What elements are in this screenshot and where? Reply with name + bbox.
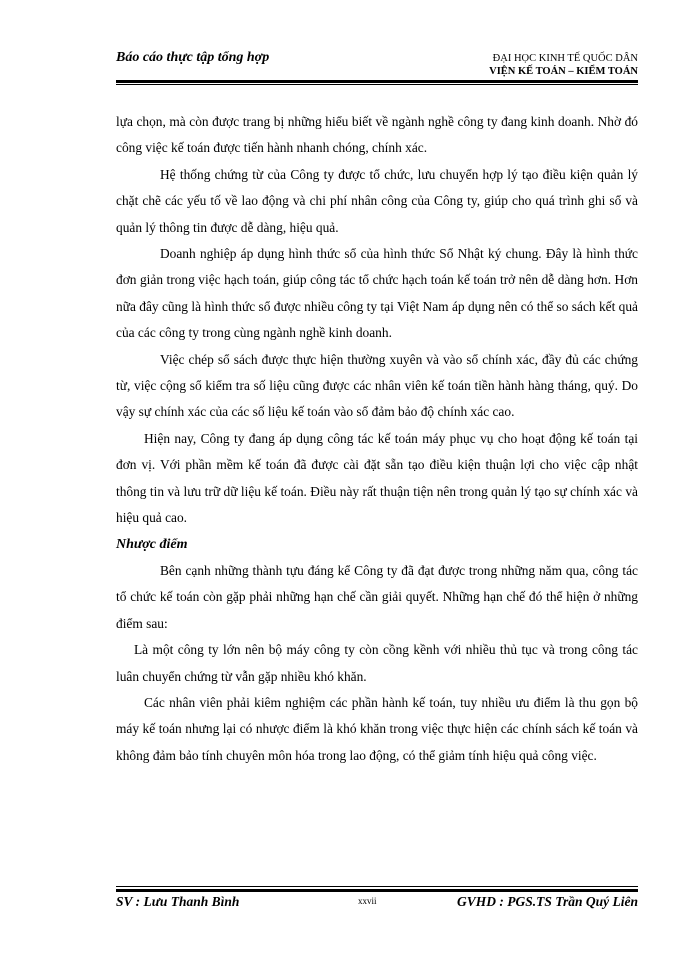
- paragraph-document-system: Hệ thống chứng từ của Công ty được tổ chức, lưu chuyển hợp lý tạo điều kiện quản lý chặt chẽ các yếu tố về lao động và chi phí nhân công của Công ty, giúp cho quá trình ghi sổ và quản lý thông tin được dễ dàng, hiệu quả.: [116, 166, 638, 235]
- paragraph-weakness-2: Các nhân viên phải kiêm nghiệm các phần hành kế toán, tuy nhiều ưu điểm là thu gọn bộ máy kế toán nhưng lại có nhược điểm là khó khăn trong việc thực hiện các chính sách kế toán và không đảm bảo tính chuyên môn hóa trong lao động, có thể giảm tính hiệu quả công việc.: [116, 694, 638, 763]
- page-header: [116, 44, 638, 80]
- document-body: [116, 109, 638, 769]
- paragraph-bookkeeping: Việc chép sổ sách được thực hiện thường xuyên và vào sổ chính xác, đầy đủ các chứng từ, việc cộng sổ kiểm tra số liệu cũng được các nhân viên kế toán tiền hành hàng tháng, quý. Do vậy sự chính xác của các số liệu kế toán vào sổ đảm bảo độ chính xác cao.: [116, 351, 638, 420]
- institution-block: [489, 52, 638, 78]
- paragraph-weaknesses-intro: Bên cạnh những thành tựu đáng kể Công ty đã đạt được trong những năm qua, công tác tổ chức kế toán còn gặp phải những hạn chế cần giải quyết. Những hạn chế đó thể hiện ở những điểm sau:: [116, 562, 638, 631]
- paragraph-weakness-1: Là một công ty lớn nên bộ máy công ty còn cồng kềnh với nhiều thủ tục và trong công tác luân chuyển chứng từ vẫn gặp nhiều khó khăn.: [116, 642, 638, 684]
- header-divider-thick: [116, 80, 638, 83]
- institute-name: VIỆN KẾ TOÁN – KIỂM TOÁN: [489, 66, 638, 77]
- footer-divider-thick: [116, 889, 638, 892]
- paragraph-continuation: lựa chọn, mà còn được trang bị những hiểu biết về ngành nghề công ty đang kinh doanh. Nhờ đó công việc kế toán được tiến hành nhanh chóng, chính xác.: [116, 114, 638, 156]
- university-name: ĐẠI HỌC KINH TẾ QUỐC DÂN: [492, 53, 638, 64]
- paragraph-journal-form: Doanh nghiệp áp dụng hình thức sổ của hình thức Sổ Nhật ký chung. Đây là hình thức đơn giản trong việc hạch toán, giúp công tác tổ chức hạch toán kế toán trở nên dễ dàng hơn. Hơn nữa đây cũng là hình thức sổ được nhiều công ty tại Việt Nam áp dụng nên có thể so sách kết quả của các công ty trong cùng ngành nghề kinh doanh.: [116, 246, 638, 341]
- report-title: Báo cáo thực tập tổng hợp: [116, 50, 270, 65]
- footer-divider-thin: [116, 886, 638, 887]
- supervisor-name: GVHD : PGS.TS Trần Quý Liên: [456, 894, 638, 909]
- page-footer: [116, 894, 638, 914]
- student-name: SV : Lưu Thanh Bình: [116, 894, 240, 909]
- header-divider-thin: [116, 84, 638, 85]
- page-number: xxvii: [358, 896, 377, 906]
- section-heading-weaknesses: Nhược điểm: [116, 536, 188, 552]
- paragraph-accounting-software: Hiện nay, Công ty đang áp dụng công tác kế toán máy phục vụ cho hoạt động kế toán tại đơn vị. Với phần mềm kế toán đã được cài đặt sẵn tạo điều kiện thuận lợi cho việc cập nhật thông tin và lưu trữ dữ liệu kế toán. Điều này rất thuận tiện nên trong quản lý tạo sự chính xác và hiệu quả cao.: [116, 430, 638, 526]
